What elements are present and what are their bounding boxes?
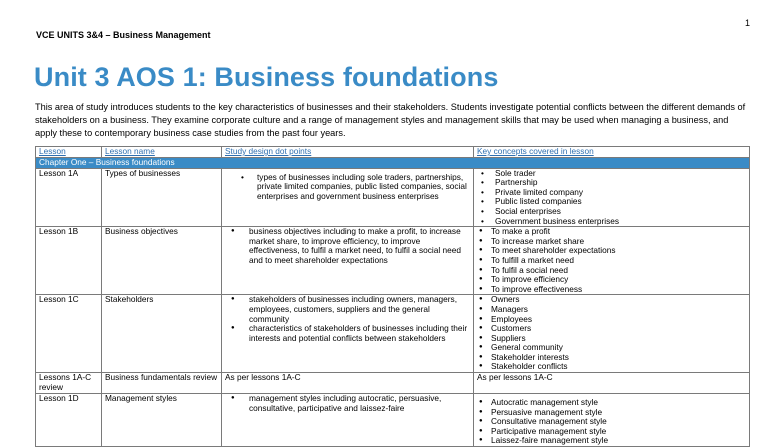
lesson-cell: Lessons 1A-C review: [36, 373, 102, 394]
concept-item: • Public listed companies: [477, 197, 746, 207]
lesson-cell: Lesson 1A: [36, 168, 102, 227]
concept-item: ● Employees: [477, 315, 746, 325]
table-row: [36, 295, 750, 373]
concept-item: • Sole trader: [477, 169, 746, 179]
lesson-cell: Lesson 1B: [36, 227, 102, 295]
concept-item: • Social enterprises: [477, 207, 746, 217]
table-row: [36, 227, 750, 295]
concept-item: ● Stakeholder interests: [477, 353, 746, 363]
concept-item: ● Suppliers: [477, 334, 746, 344]
page-title: Unit 3 AOS 1: Business foundations: [34, 62, 499, 92]
concept-item: ● Stakeholder conflicts: [477, 362, 746, 372]
concept-item: ● Autocratic management style: [477, 398, 746, 408]
lesson-plan-table: [35, 146, 750, 447]
concept-item: ● To make a profit: [477, 227, 746, 237]
concept-item: ● To improve efficiency: [477, 275, 746, 285]
page-number: 1: [744, 18, 750, 28]
dot-points-cell: [222, 227, 474, 295]
lesson-cell: Lesson 1C: [36, 295, 102, 373]
header-lesson: Lesson: [36, 147, 102, 158]
lesson-cell: Lesson 1D: [36, 394, 102, 447]
dot-point: ● business objectives including to make a profit, to increase market share, to improve efficiency, to improve effectiveness, to fulfil a market need, to fulfil a social need and to meet shareholder expectations: [225, 227, 470, 265]
concepts-cell: [474, 394, 750, 447]
concept-item: ● Customers: [477, 324, 746, 334]
lesson-name-cell: Business objectives: [102, 227, 222, 295]
concept-item: • Partnership: [477, 178, 746, 188]
running-header: VCE UNITS 3&4 – Business Management: [36, 30, 211, 40]
concept-item: ● Laissez-faire management style: [477, 436, 746, 446]
concept-item: • Private limited company: [477, 188, 746, 198]
lesson-name-cell: Management styles: [102, 394, 222, 447]
dot-points-cell: [222, 295, 474, 373]
concept-item: ● To meet shareholder expectations: [477, 246, 746, 256]
concepts-cell: [474, 168, 750, 227]
dot-points-cell: [222, 168, 474, 227]
concept-item: ● Participative management style: [477, 427, 746, 437]
concept-item: ● Owners: [477, 295, 746, 305]
header-lesson-name: Lesson name: [102, 147, 222, 158]
concepts-cell: [474, 227, 750, 295]
concepts-cell: [474, 295, 750, 373]
table-row: [36, 394, 750, 447]
chapter-label: Chapter One – Business foundations: [36, 158, 750, 169]
concept-item: ● To increase market share: [477, 237, 746, 247]
concept-item: ● Managers: [477, 305, 746, 315]
concept-item: ● Consultative management style: [477, 417, 746, 427]
table-row: [36, 373, 750, 394]
table-row: [36, 168, 750, 227]
dot-point: ● management styles including autocratic, persuasive, consultative, participative and laissez-faire: [225, 394, 470, 413]
table-header-row: [36, 147, 750, 158]
dot-point: ● stakeholders of businesses including owners, managers, employees, customers, suppliers and the general community: [225, 295, 470, 324]
dot-points-cell: [222, 394, 474, 447]
chapter-row: [36, 158, 750, 169]
concepts-cell: As per lessons 1A-C: [474, 373, 750, 394]
concept-item: • Government business enterprises: [477, 217, 746, 227]
concept-item: ● Persuasive management style: [477, 408, 746, 418]
intro-paragraph: This area of study introduces students to the key characteristics of businesses and their stakeholders. Students investigate potential conflicts between the different demands of stakeholders on a business. They examine corporate culture and a range of management styles and management skills that may be used when managing a business, and apply these to contemporary business case studies from the past four years.: [35, 102, 746, 138]
dot-points-cell: As per lessons 1A-C: [222, 373, 474, 394]
dot-point: ● characteristics of stakeholders of businesses including their interests and potential conflicts between stakeholders: [225, 324, 470, 343]
dot-point: • types of businesses including sole traders, partnerships, private limited companies, public listed companies, social enterprises and government business enterprises: [225, 173, 470, 202]
concept-item: ● General community: [477, 343, 746, 353]
concept-item: ● To fulfil a social need: [477, 266, 746, 276]
concept-item: ● To improve effectiveness: [477, 285, 746, 295]
lesson-name-cell: Stakeholders: [102, 295, 222, 373]
lesson-name-cell: Business fundamentals review: [102, 373, 222, 394]
lesson-name-cell: Types of businesses: [102, 168, 222, 227]
header-key-concepts: Key concepts covered in lesson: [474, 147, 750, 158]
concept-item: ● To fulfill a market need: [477, 256, 746, 266]
header-study-design-dot-points: Study design dot points: [222, 147, 474, 158]
